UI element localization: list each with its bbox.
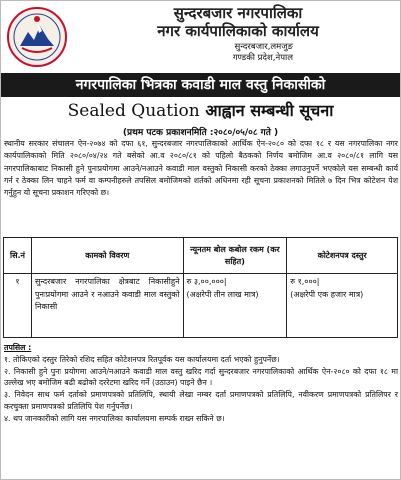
- cell-fee: [287, 274, 398, 338]
- notice-intro-paragraph: स्थानीय सरकार संचालन ऐन-२०७४ को दफा ६१, सुन्दरबजार नगरपालिकाको आर्थिक ऐन-२०८० को दफा १८ र यस नगरपालिका नगर कार्यपालिकाको मिति २०८०/०४/२४ गते बसेको आ.व २०८०/८१ को पहिलो बैठकको निर्णय बमोजिम आ.व २०८०/८१ लागि यस नगरपालिकाबाट निकासी हुने पुनःप्रयोगमा आउने/नआउने कवाडी माल वस्तुको निकासी करको ठेक्का लगाउनुपर्ने भएकोले यस सम्बन्धी कार्य गर्न र ठेक्का लिन चाहने फर्म वा कम्पनीहरुले तपसिल बमोजिमको शर्तको अधिनमा रही सूचना प्रकाशनको मितिले ७ दिन भित्र कोटेशन पेश गर्नुहुन यो सूचना प्रकाशन गरिएको छ।: [4, 139, 398, 198]
- notice-header: [0, 0, 401, 78]
- quotation-table: [3, 237, 398, 338]
- col-header-description: कामको विवरण: [31, 238, 183, 274]
- organization-name: [78, 4, 398, 40]
- note-item: १. तोकिएको दस्तुर तिरेको रशिद सहित कोटेशनपत्र रितपूर्वक यस कार्यालयमा दर्ता भएको हुनुपर्नेछ।: [4, 354, 280, 364]
- notice-title-banner: नगरपालिका भित्रका कवाडी माल वस्तु निकासीको: [0, 73, 401, 97]
- municipality-emblem-icon: [6, 6, 68, 68]
- office-name: नगर कार्यपालिकाको कार्यालय: [157, 22, 319, 40]
- notes-heading: तपसिल :: [4, 343, 32, 352]
- table-row: [4, 274, 398, 338]
- notice-subtitle: [0, 99, 401, 123]
- fee-value: रु १,०००|: [290, 277, 320, 286]
- amount-value: रु ३,००,०००|: [186, 277, 227, 286]
- office-address: [233, 42, 293, 64]
- col-header-min-amount: न्यूनतम बोल कबोल रकम (कर सहित): [183, 238, 287, 274]
- notes-section: [4, 342, 398, 425]
- col-header-sn: सि.नं: [4, 238, 32, 274]
- publication-date: (प्रथम पटक प्रकाशनमिति :२०८०/०५/०८ गते ): [122, 128, 279, 138]
- address-line-2: गण्डकी प्रदेश,नेपाल: [232, 53, 293, 63]
- cell-description: सुन्दरबजार नगरपालिका क्षेत्रबाट निकासीहुने पुनःप्रयोगमा आउने र नआउने कवाडी माल वस्तुको निकासी: [31, 274, 183, 338]
- note-item: २. निकासी हुने पुनः प्रयोगमा आउने/नआउने कवाडी माल वस्तु खरिद गर्दा सुन्दरबजार नगरपालिकाको आर्थिक ऐन-२०८० को दफा १८ मा उल्लेख भए बमोजिम बढी बढोको दररेटमा खरिद गर्ने (उठाउन) पाइने छैन ।: [4, 366, 398, 388]
- municipality-name: सुन्दरबजार नगरपालिका: [173, 4, 303, 22]
- cell-sn: १: [4, 274, 32, 338]
- cell-min-amount: [183, 274, 287, 338]
- address-line-1: सुन्दरबजार,लमजुङ: [234, 42, 293, 52]
- amount-words: (अक्षरेपी तीन लाख मात्र): [186, 289, 259, 299]
- table-header-row: [4, 238, 398, 274]
- fee-words: (अक्षरेपी एक हजार मात्र): [290, 289, 364, 299]
- note-item: ३. निवेदन साथ फर्म दर्ताको प्रमाणपत्रको प्रतिलिपि, स्थायी लेखा नम्बर दर्ता प्रमाणपत्रको प्रतिलिपि, नवीकरण प्रमाणपत्रको प्रतिलिपर र करचुक्ता प्रमाणपत्रको प्रतिलिपि पेश गर्नुपर्नेछ।: [4, 390, 398, 411]
- col-header-fee: कोटेशनपत्र दस्तुर: [287, 238, 398, 274]
- notice-subtitle-nepali: आह्वान सम्बन्धी सूचना: [205, 101, 334, 120]
- notice-subtitle-english: Sealed Quation: [67, 101, 200, 121]
- note-item: ४. थप जानकारीको लागि यस नगरपालिका कार्यालयमा सम्पर्क राख्न सकिने छ।: [4, 413, 225, 423]
